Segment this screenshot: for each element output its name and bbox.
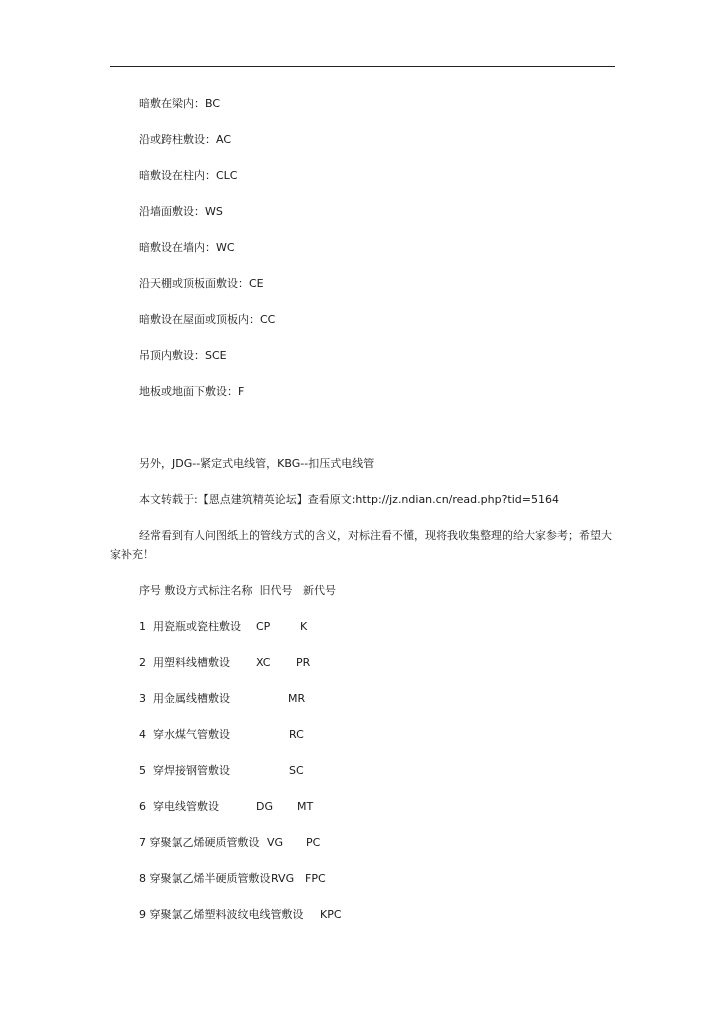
method-item: 吊顶内敷设：SCE: [139, 349, 227, 362]
row-new-code: FPC: [305, 872, 326, 885]
row-new-code: MT: [297, 800, 314, 813]
row-new-code: PC: [306, 836, 321, 849]
row-old-code: DG: [256, 800, 273, 813]
row-new-code: PR: [296, 656, 311, 669]
header-rule: [110, 66, 615, 67]
row-name: 6 穿电线管敷设: [139, 800, 219, 813]
row-name: 4 穿水煤气管敷设: [139, 728, 230, 741]
row-new-code: RC: [289, 728, 304, 741]
method-item: 沿天棚或顶板面敷设：CE: [139, 277, 264, 290]
row-old-code: VG: [267, 836, 284, 849]
row-name: 3 用金属线槽敷设: [139, 692, 230, 705]
row-old-code: RVG: [271, 872, 295, 885]
row-new-code: KPC: [320, 908, 342, 921]
method-item: 暗敷设在墙内：WC: [139, 241, 235, 254]
row-new-code: SC: [289, 764, 304, 777]
row-name: 2 用塑料线槽敷设: [139, 656, 230, 669]
row-name: 8 穿聚氯乙烯半硬质管敷设: [139, 872, 271, 885]
row-new-code: K: [300, 620, 308, 633]
method-item: 沿或跨柱敷设：AC: [139, 133, 232, 146]
row-name: 5 穿焊接钢管敷设: [139, 764, 230, 777]
method-item: 暗敷设在柱内：CLC: [139, 169, 238, 182]
row-new-code: MR: [288, 692, 306, 705]
row-name: 1 用瓷瓶或瓷柱敷设: [139, 620, 241, 633]
row-name: 9 穿聚氯乙烯塑料波纹电线管敷设: [139, 908, 304, 921]
method-item: 暗敷设在屋面或顶板内：CC: [139, 313, 276, 326]
method-item: 沿墙面敷设：WS: [139, 205, 223, 218]
row-old-code: CP: [256, 620, 271, 633]
row-name: 7 穿聚氯乙烯硬质管敷设: [139, 836, 260, 849]
table-header: 序号 敷设方式标注名称 旧代号 新代号: [139, 584, 336, 597]
intro-paragraph: 经常看到有人问图纸上的管线方式的含义，对标注看不懂，现将我收集整理的给大家参考；希望大家补充！: [110, 529, 612, 561]
method-item: 暗敷在梁内：BC: [139, 97, 221, 110]
method-item: 地板或地面下敷设：F: [139, 385, 245, 398]
note-text: 另外，JDG--紧定式电线管，KBG--扣压式电线管: [139, 457, 375, 470]
row-old-code: XC: [256, 656, 271, 669]
source-text: 本文转载于:【恩点建筑精英论坛】查看原文:http://jz.ndian.cn/read.php?tid=5164: [139, 493, 559, 506]
